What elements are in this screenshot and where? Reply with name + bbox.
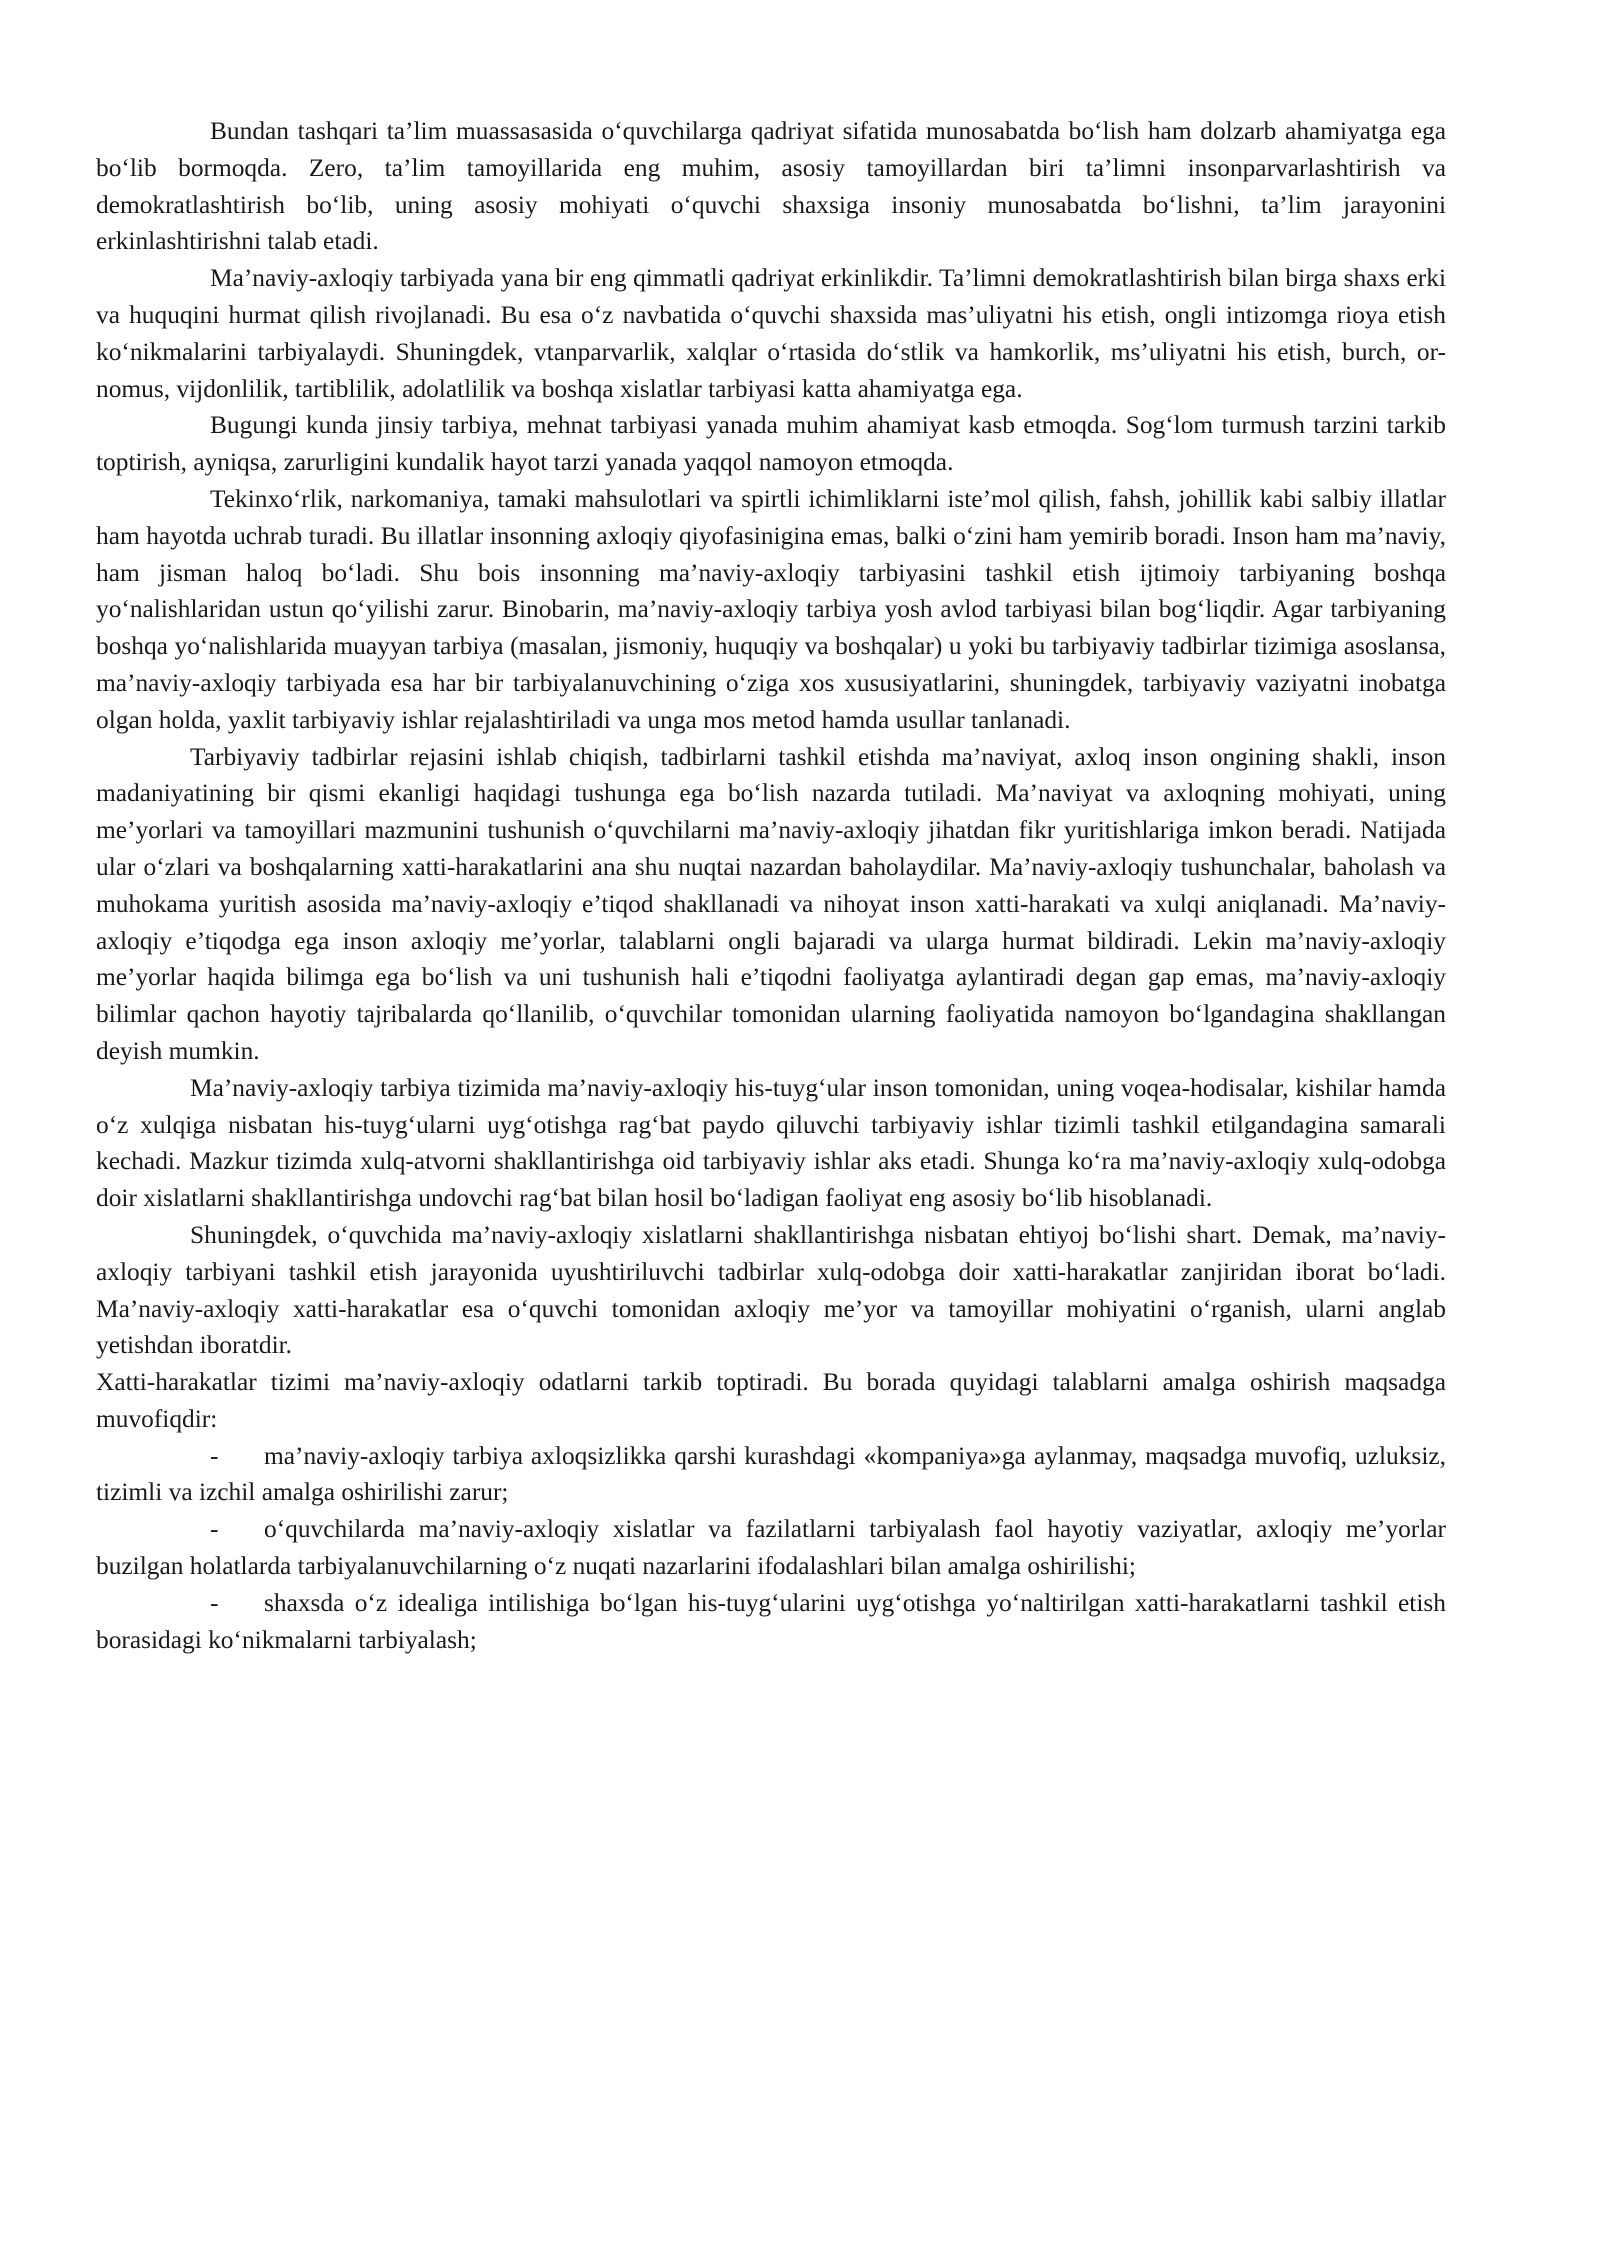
bullet-dash: - xyxy=(210,1515,219,1544)
list-item xyxy=(96,1511,1446,1585)
paragraph: Bugungi kunda jinsiy tarbiya, mehnat tarbiyasi yanada muhim ahamiyat kasb etmoqda. Sog‘lom turmush tarzini tarkib toptirish, ayniqsa, zarurligini kundalik hayot tarzi yanada yaqqol namoyon etmoqda. xyxy=(96,411,1446,477)
paragraph: Bundan tashqari ta’lim muassasasida o‘quvchilarga qadriyat sifatida munosabatda bo‘lish ham dolzarb ahamiyatga ega bo‘lib bormoqda. Zero, ta’lim tamoyillarida eng muhim, asosiy tamoyillardan biri ta’limni insonparvarlashtirish va demokratlashtirish bo‘lib, uning asosiy mohiyati o‘quvchi shaxsiga insoniy munosabatda bo‘lishni, ta’lim jarayonini erkinlashtirishni talab etadi. xyxy=(96,117,1446,256)
document-page xyxy=(96,113,1446,1658)
bullet-dash: - xyxy=(210,1588,219,1617)
paragraph: Shuningdek, o‘quvchida ma’naviy-axloqiy xislatlarni shakllantirishga nisbatan ehtiyoj bo‘lishi shart. Demak, ma’naviy-axloqiy tarbiyani tashkil etish jarayonida uyushtiriluvchi tadbirlar xulq-odobga doir xatti-harakatlar zanjiridan iborat bo‘ladi. Ma’naviy-axloqiy xatti-harakatlar esa o‘quvchi tomonidan axloqiy me’yor va tamoyillar mohiyatini o‘rganish, ularni anglab yetishdan iboratdir. xyxy=(96,1220,1446,1360)
list-item xyxy=(96,1585,1446,1659)
paragraph: Tarbiyaviy tadbirlar rejasini ishlab chiqish, tadbirlarni tashkil etishda ma’naviyat, axloq inson ongining shakli, inson madaniyatining bir qismi ekanligi haqidagi tushunga ega bo‘lish nazarda tutiladi. Ma’naviyat va axloqning mohiyati, uning me’yorlari va tamoyillari mazmunini tushunish o‘quvchilarni ma’naviy-axloqiy jihatdan fikr yuritishlariga imkon beradi. Natijada ular o‘zlari va boshqalarning xatti-harakatlarini ana shu nuqtai nazardan baholaydilar. Ma’naviy-axloqiy tushunchalar, baholash va muhokama yuritish asosida ma’naviy-axloqiy e’tiqod shakllanadi va nihoyat inson xatti-harakati va xulqi aniqlanadi. Ma’naviy-axloqiy e’tiqodga ega inson axloqiy me’yorlar, talablarni ongli bajaradi va ularga hurmat bildiradi. Lekin ma’naviy-axloqiy me’yorlar haqida bilimga ega bo‘lish va uni tushunish hali e’tiqodni faoliyatga aylantiradi degan gap emas, ma’naviy-axloqiy bilimlar qachon hayotiy tajribalarda qo‘llanilib, o‘quvchilar tomonidan ularning faoliyatida namoyon bo‘lgandagina shakllangan deyish mumkin. xyxy=(96,742,1446,1065)
list-item-text: ma’naviy-axloqiy tarbiya axloqsizlikka qarshi kurashdagi «kompaniya»ga aylanmay, maqsadga muvofiq, uzluksiz, tizimli va izchil amalga oshirilishi zarur; xyxy=(96,1441,1446,1507)
paragraph: Ma’naviy-axloqiy tarbiyada yana bir eng qimmatli qadriyat erkinlikdir. Ta’limni demokratlashtirish bilan birga shaxs erki va huquqini hurmat qilish rivojlanadi. Bu esa o‘z navbatida o‘quvchi shaxsida mas’uliyatni his etish, ongli intizomga rioya etish ko‘nikmalarini tarbiyalaydi. Shuningdek, vtanparvarlik, xalqlar o‘rtasida do‘stlik va hamkorlik, ms’uliyatni his etish, burch, or-nomus, vijdonlilik, tartiblilik, adolatlilik va boshqa xislatlar tarbiyasi katta ahamiyatga ega. xyxy=(96,264,1446,403)
list-item xyxy=(96,1438,1446,1512)
paragraph: Ma’naviy-axloqiy tarbiya tizimida ma’naviy-axloqiy his-tuyg‘ular inson tomonidan, uning voqea-hodisalar, kishilar hamda o‘z xulqiga nisbatan his-tuyg‘ularni uyg‘otishga rag‘bat paydo qiluvchi tarbiyaviy ishlar tizimli tashkil etilgandagina samarali kechadi. Mazkur tizimda xulq-atvorni shakllantirishga oid tarbiyaviy ishlar aks etadi. Shunga ko‘ra ma’naviy-axloqiy xulq-odobga doir xislatlarni shakllantirishga undovchi rag‘bat bilan hosil bo‘ladigan faoliyat eng asosiy bo‘lib hisoblanadi. xyxy=(96,1073,1446,1213)
paragraph: Tekinxo‘rlik, narkomaniya, tamaki mahsulotlari va spirtli ichimliklarni iste’mol qilish, fahsh, johillik kabi salbiy illatlar ham hayotda uchrab turadi. Bu illatlar insonning axloqiy qiyofasinigina emas, balki o‘zini ham yemirib boradi. Inson ham ma’naviy, ham jisman haloq bo‘ladi. Shu bois insonning ma’naviy-axloqiy tarbiyasini tashkil etish ijtimoiy tarbiyaning boshqa yo‘nalishlaridan ustun qo‘yilishi zarur. Binobarin, ma’naviy-axloqiy tarbiya yosh avlod tarbiyasi bilan bog‘liqdir. Agar tarbiyaning boshqa yo‘nalishlarida muayyan tarbiya (masalan, jismoniy, huquqiy va boshqalar) u yoki bu tarbiyaviy tadbirlar tizimiga asoslansa, ma’naviy-axloqiy tarbiyada esa har bir tarbiyalanuvchining o‘ziga xos xususiyatlarini, shuningdek, tarbiyaviy vaziyatni inobatga olgan holda, yaxlit tarbiyaviy ishlar rejalashtiriladi va unga mos metod hamda usullar tanlanadi. xyxy=(96,484,1446,734)
bullet-dash: - xyxy=(210,1441,219,1470)
paragraph: Xatti-harakatlar tizimi ma’naviy-axloqiy odatlarni tarkib toptiradi. Bu borada quyidagi talablarni amalga oshirish maqsadga muvofiqdir: xyxy=(96,1368,1446,1433)
list-item-text: shaxsda o‘z idealiga intilishiga bo‘lgan his-tuyg‘ularini uyg‘otishga yo‘naltirilgan xatti-harakatlarni tashkil etish borasidagi ko‘nikmalarni tarbiyalash; xyxy=(96,1588,1446,1654)
list-item-text: o‘quvchilarda ma’naviy-axloqiy xislatlar va fazilatlarni tarbiyalash faol hayotiy vaziyatlar, axloqiy me’yorlar buzilgan holatlarda tarbiyalanuvchilarning o‘z nuqati nazarlarini ifodalashlari bilan amalga oshirilishi; xyxy=(96,1515,1446,1581)
